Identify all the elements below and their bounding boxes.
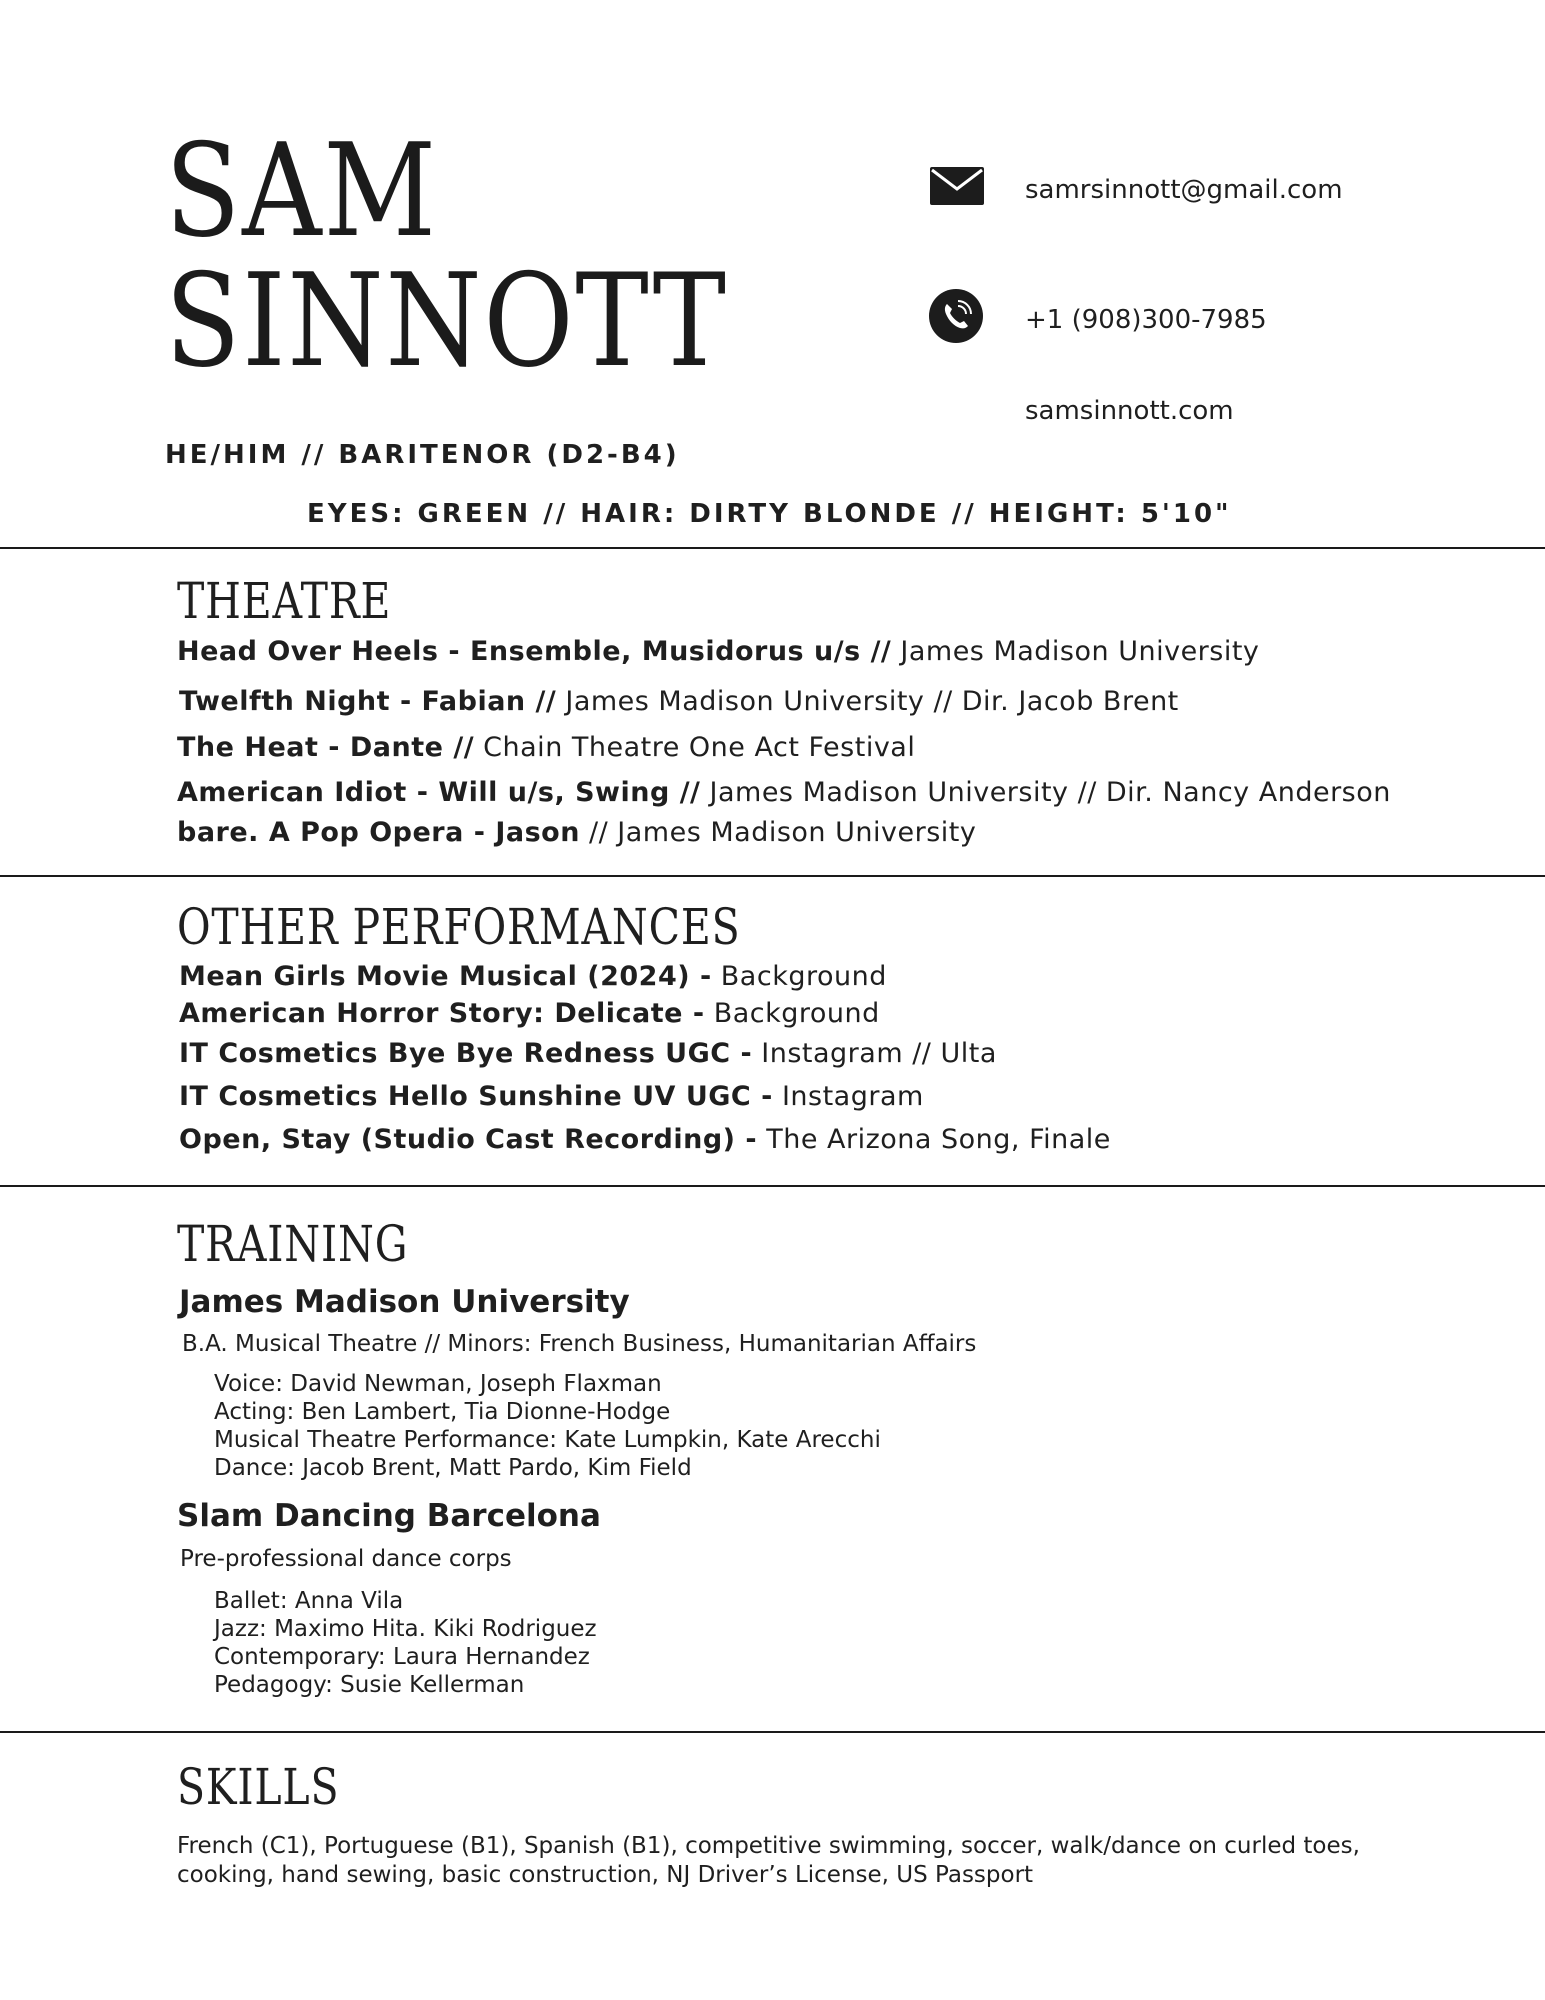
first-name: SAM (165, 117, 438, 266)
school-name: Slam Dancing Barcelona (177, 1498, 601, 1534)
credit-row: Head Over Heels - Ensemble, Musidorus u/s // James Madison University (177, 636, 1260, 667)
teacher-line: Dance: Jacob Brent, Matt Pardo, Kim Field (214, 1455, 692, 1481)
credit-row: Open, Stay (Studio Cast Recording) - The Arizona Song, Finale (179, 1124, 1111, 1155)
section-title-other-performances: OTHER PERFORMANCES (177, 898, 741, 956)
school-name: James Madison University (179, 1284, 630, 1320)
pronouns-voice: HE/HIM // BARITENOR (D2-B4) (165, 440, 680, 470)
phone[interactable]: +1 (908)300-7985 (1025, 305, 1267, 335)
teacher-line: Acting: Ben Lambert, Tia Dionne-Hodge (214, 1399, 671, 1425)
teacher-line: Pedagogy: Susie Kellerman (214, 1672, 525, 1698)
school-program: Pre-professional dance corps (180, 1546, 512, 1572)
section-title-training: TRAINING (177, 1215, 409, 1273)
school-program: B.A. Musical Theatre // Minors: French Business, Humanitarian Affairs (182, 1331, 977, 1357)
credit-row: Mean Girls Movie Musical (2024) - Background (179, 961, 887, 992)
section-title-theatre: THEATRE (177, 572, 392, 630)
divider (0, 1185, 1545, 1187)
credit-row: American Horror Story: Delicate - Background (179, 998, 880, 1029)
teacher-line: Jazz: Maximo Hita. Kiki Rodriguez (214, 1616, 597, 1642)
envelope-icon (930, 167, 984, 209)
teacher-list (214, 1587, 597, 1699)
teacher-line: Contemporary: Laura Hernandez (214, 1644, 590, 1670)
phone-icon (929, 289, 983, 347)
credit-row: Twelfth Night - Fabian // James Madison University // Dir. Jacob Brent (179, 686, 1179, 717)
teacher-line: Musical Theatre Performance: Kate Lumpkin, Kate Arecchi (214, 1427, 881, 1453)
website[interactable]: samsinnott.com (1025, 396, 1234, 426)
credit-row: bare. A Pop Opera - Jason // James Madison University (177, 817, 977, 848)
credit-row: IT Cosmetics Hello Sunshine UV UGC - Instagram (179, 1081, 924, 1112)
divider (0, 547, 1545, 549)
teacher-line: Voice: David Newman, Joseph Flaxman (214, 1371, 662, 1397)
skills-text: French (C1), Portuguese (B1), Spanish (B1), competitive swimming, soccer, walk/dance on curled toes, cooking, hand sewing, basic construction, NJ Driver’s License, US Passport (177, 1833, 1360, 1888)
credit-row: American Idiot - Will u/s, Swing // James Madison University // Dir. Nancy Anderson (177, 777, 1391, 808)
email[interactable]: samrsinnott@gmail.com (1025, 175, 1343, 205)
credit-row: The Heat - Dante // Chain Theatre One Act Festival (177, 732, 916, 763)
teacher-line: Ballet: Anna Vila (214, 1588, 404, 1614)
last-name: SINNOTT (165, 247, 728, 396)
divider (0, 875, 1545, 877)
divider (0, 1731, 1545, 1733)
credit-row: IT Cosmetics Bye Bye Redness UGC - Instagram // Ulta (179, 1038, 997, 1069)
appearance: EYES: GREEN // HAIR: DIRTY BLONDE // HEIGHT: 5'10" (307, 499, 1232, 529)
teacher-list (214, 1370, 881, 1482)
section-title-skills: SKILLS (177, 1758, 340, 1816)
